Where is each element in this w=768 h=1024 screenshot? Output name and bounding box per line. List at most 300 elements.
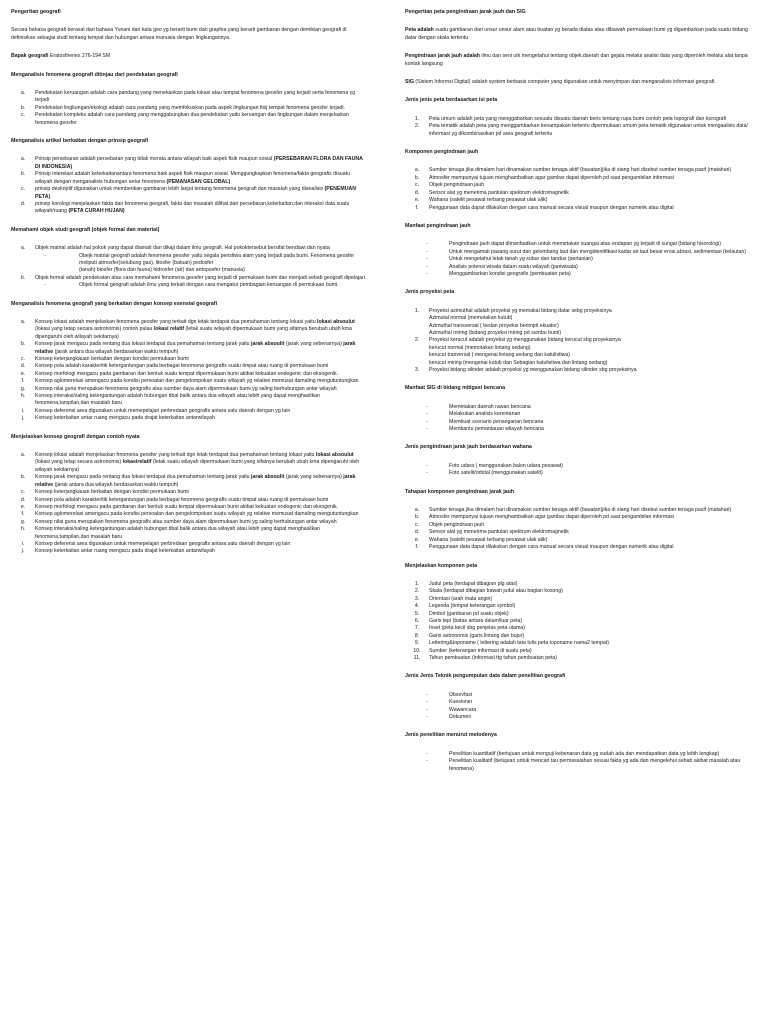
list-item-text bbox=[429, 633, 757, 640]
list-item-continuation: kerucut normal (memotakan lintang sedang) bbox=[429, 344, 531, 351]
list-marker: a. bbox=[414, 167, 420, 174]
text-run: (letak suatu wilayah dipermukaan bumi yang sifatnya berubah ubah kma dipengaruhi oleh wilayah sekitarnya) bbox=[35, 459, 360, 473]
text-run: Prinsip persebaran adalah persebaran yang tidak merata antara wilayah baik aspek fisik maupun sosial bbox=[35, 156, 274, 163]
text-run: Konsep pola adalah karakteritik ketergantungan pada berbagai fenomena geografis suatu timpat atau ruang di permukaan bumi bbox=[35, 363, 329, 370]
list bbox=[405, 404, 757, 434]
list-marker: g. bbox=[20, 385, 26, 392]
list-item bbox=[405, 692, 757, 699]
list-marker: - bbox=[426, 403, 428, 410]
text-run: Wahana (satelit pesawat terbang pesawat ulak alik) bbox=[429, 197, 548, 204]
list-item-text bbox=[449, 692, 757, 699]
list-item bbox=[405, 751, 757, 758]
text-run: Untuk mengetahui letak tanah yg subur dan tandus (pertanian) bbox=[449, 256, 593, 263]
list-item bbox=[11, 156, 367, 171]
list-item bbox=[405, 470, 757, 477]
list-marker: a. bbox=[20, 156, 26, 163]
text-run: Obsevfasi bbox=[449, 691, 473, 698]
list-marker: 2. bbox=[414, 588, 420, 595]
list-item-text bbox=[35, 371, 367, 378]
list-marker: b. bbox=[20, 171, 26, 178]
penginderaan-definition: Pengindraan jarak jauh adalah ilmu dan seni utk mengetahui tentang objek,daerah dan gejala melalui analisi data yang diperoleh melalui alat tanpa kontak langsung bbox=[405, 53, 748, 67]
text-run: Lettering&toponame ( lettering adalah tata tulis peta toponame nama2 tempat) bbox=[429, 640, 609, 647]
text-run: Penggunaan data dapat dilakukan dengan cara manual secara visual maupun dengan numerik atau digital bbox=[429, 204, 674, 211]
text-run: Sensor alat yg menerima pantulan spektrum elektromagnetik bbox=[429, 529, 569, 536]
text-run: Dokumen bbox=[449, 714, 472, 720]
list-marker: c. bbox=[20, 489, 26, 496]
list-marker: h. bbox=[20, 526, 26, 533]
list-marker: - bbox=[426, 263, 428, 270]
section-title: Manfaat SIG di bidang mitigasi bencana bbox=[405, 385, 506, 392]
text-run: Sensor alat yg menerima pantulan spektrum elektromagnetik bbox=[429, 189, 569, 196]
text-run: (jarak yang sebenarnya) bbox=[284, 474, 344, 481]
list bbox=[405, 692, 757, 722]
text-run: Wawancara bbox=[449, 706, 477, 713]
list-item-text bbox=[429, 337, 757, 344]
list-marker: d. bbox=[20, 200, 26, 207]
term-label: SIG bbox=[405, 79, 414, 86]
list-marker: a. bbox=[414, 507, 420, 514]
list-marker: c. bbox=[20, 186, 26, 193]
list-item bbox=[405, 640, 757, 647]
list-item: a. Objek matrial adalah hal pokok yang dapat diamati dan dikaji dalam ilmu geografi. Hal pokoktersebut bersifat bendawi dan nyata bbox=[20, 245, 330, 252]
list-item bbox=[405, 537, 757, 544]
text-run: Konsep aglomerelasi amengacu pada kondisi persoalan dan pengelompokan suatu wilayah yg relative memusat damaling mengutuntungkan bbox=[35, 511, 359, 518]
list-item bbox=[405, 699, 757, 706]
list-marker: 2. bbox=[414, 123, 420, 130]
list-item-text bbox=[35, 186, 367, 201]
list-item-text bbox=[449, 264, 757, 271]
list-item bbox=[405, 308, 757, 315]
list-item bbox=[405, 241, 757, 248]
bold-term: jarak absoulit bbox=[251, 474, 285, 481]
list-item bbox=[11, 519, 367, 526]
section-title: Menganalisis artikel berkaitan dengan prinsip geografi bbox=[11, 138, 149, 145]
list-item-text bbox=[429, 596, 757, 603]
list-item-text bbox=[449, 699, 757, 706]
list-marker: 5. bbox=[414, 610, 420, 617]
list-item-text bbox=[429, 618, 757, 625]
list-item-continuation: Azimuthal miring (bidang proyeksi miring pd sumbu bumi) bbox=[429, 329, 562, 336]
list-marker: 7. bbox=[414, 625, 420, 632]
list-marker: f. bbox=[21, 511, 25, 518]
bold-term: (PERSEBARAN FLORA DAN FAUNA DI INDONESIA) bbox=[35, 156, 363, 170]
list-marker: i. bbox=[21, 407, 25, 414]
list-item bbox=[11, 105, 367, 112]
list bbox=[405, 167, 757, 211]
list-item-text bbox=[429, 123, 757, 138]
list-item-text bbox=[429, 167, 757, 174]
list-item-text bbox=[429, 537, 757, 544]
list-item bbox=[11, 497, 367, 504]
list-item-text bbox=[35, 393, 367, 408]
list-item bbox=[405, 581, 757, 588]
list-item bbox=[405, 707, 757, 714]
list-marker: b. bbox=[20, 104, 26, 111]
list-item-text bbox=[35, 356, 367, 363]
list-item-text bbox=[429, 529, 757, 536]
list-marker: a. bbox=[20, 318, 26, 325]
text-run: Dimbol (gambaran pd suatu objek) bbox=[429, 610, 509, 617]
list-marker: - bbox=[426, 470, 428, 477]
list-item-text bbox=[429, 205, 757, 212]
list-marker: c. bbox=[414, 182, 420, 189]
list-marker: 6. bbox=[414, 617, 420, 624]
list-item-text bbox=[429, 175, 757, 182]
text-run: Atmosfer mempunyai tujuan menghambatkan agar gambar dapat diperoleh pd saat pengambilan informasi bbox=[429, 174, 674, 181]
text-run: Konsep aglomerelasi amengacu pada kondisi persoalan dan pengelompokan suatu wilayah yg relative memusat damaling mengutuntungkan bbox=[35, 378, 359, 385]
list-item bbox=[11, 489, 367, 496]
list-item bbox=[405, 655, 757, 662]
list-marker: 11. bbox=[413, 654, 421, 661]
list-marker: g. bbox=[20, 518, 26, 525]
text-run: Proyeksi azimuthal adalah proyeksi yg memakai bidang datar sebg proyeksinya bbox=[429, 307, 612, 314]
list-item bbox=[11, 378, 367, 385]
text-run: Garis tepi (batas antara dalam/luar peta) bbox=[429, 617, 523, 624]
text-run: Kuesioner bbox=[449, 699, 473, 706]
list-item-text bbox=[35, 504, 367, 511]
text-run: (letak suatu wilayah dipermukaan bumi yang sifatnya berubah ubah kma dipengaruhi oleh wilayah sekitarnya) bbox=[35, 326, 352, 340]
text-run: (jarak yang sebenarnya) bbox=[284, 341, 344, 348]
list-item bbox=[11, 548, 367, 555]
list-item bbox=[11, 415, 367, 422]
list-item-text bbox=[429, 514, 757, 521]
text-run: Pengindraan jauh dapat dimanfaatkan untuk memetakan suangai atau endapan yg terjadi di sungai (bidang hisorologi) bbox=[449, 241, 721, 248]
text-run: Menggambarkan kondisi geografis (pembuatan peta) bbox=[449, 270, 571, 277]
text-run: Penggunaan data dapat dilakukan dengan cara manual secara visual maupun dengan numerik atau digital bbox=[429, 544, 674, 551]
list-item bbox=[405, 123, 757, 138]
list-marker: - bbox=[426, 750, 428, 757]
list-item-text bbox=[449, 751, 757, 758]
text-run: Foto satelit/orbital (menggunakan satelit) bbox=[449, 470, 543, 477]
bold-term: jarak absoulit bbox=[251, 341, 285, 348]
list-marker: - bbox=[426, 256, 428, 263]
list-item-text bbox=[449, 249, 757, 256]
text-run: Pendekatan lingkungan/ekologi adalah cara pandang yang memfokuskan pada aspek lingkungan fisij tempat fenomena geosfer terjadi. bbox=[35, 104, 346, 111]
list-marker: - bbox=[426, 426, 428, 433]
list-marker: e. bbox=[20, 503, 26, 510]
list-marker: 1. bbox=[414, 307, 420, 314]
bold-term: (PENEMUAN PETA) bbox=[35, 186, 356, 200]
list-item bbox=[405, 588, 757, 595]
text-run: (jarak antara dua wilayah berdasarkan waktu tempuh) bbox=[53, 481, 179, 488]
list-item bbox=[11, 363, 367, 370]
list-marker: 9. bbox=[414, 640, 420, 647]
text-run: Prinsip interelasi adalah keterkaitanantara fenomena baik aspek fisik maupun sosial. Menggungkapkan fenomena/fakta geografis disuatu wilayah dengan menganalisis hubungan antar fenomena bbox=[35, 171, 350, 185]
list-item-text bbox=[449, 271, 757, 278]
section-title: Jenis Jenis Teknik pengumpulan data dalam penelitian geografi bbox=[405, 673, 566, 680]
bold-term: lokasirelatif bbox=[122, 459, 152, 466]
list-item bbox=[405, 197, 757, 204]
list-marker: - bbox=[426, 691, 428, 698]
list-marker: - bbox=[426, 462, 428, 469]
list bbox=[11, 90, 367, 127]
text-run: Konsep jarak mengacu pada rentang dua lokasi terdapat dua pemahaman tentang jarak yaitu bbox=[35, 341, 252, 348]
text-run: Konsep deferensi area digunakan untuk memepelajari perbredaan geografis antara satu daerah dengan yg lain bbox=[35, 407, 291, 414]
sub-item: - Obejk matrial geografi adalah fenomena geosfer yaitu segala peristiwa alam yang terjadi pada bumi. Fenomena geosfer meliputi atmosfer(selubung gas), litosfer (batuan) pedosfer bbox=[44, 252, 355, 266]
list-item bbox=[405, 264, 757, 271]
bold-term: jarak relative bbox=[35, 474, 356, 488]
text-run: Inset (peta kecil sbg penjelas peta utama) bbox=[429, 625, 526, 632]
list-item bbox=[405, 463, 757, 470]
term-label: Peta adalah bbox=[405, 27, 434, 34]
section-title: Jenis proyeksi peta bbox=[405, 289, 455, 296]
text-run: Atmosfer mempunyai tujuan menghambatkan agar gambar dapat diperoleh pd saat pengambilan informasi bbox=[429, 514, 674, 521]
list-item bbox=[405, 714, 757, 721]
list-marker: c. bbox=[414, 521, 420, 528]
text-run: Sumber tenaga jika dimalam hari dinamakan sumber tenaga aktif (bauatan)jika di siang hari disebut sumber tenaga pasif (matahari) bbox=[429, 507, 732, 514]
list-item bbox=[405, 190, 757, 197]
list-marker: - bbox=[426, 411, 428, 418]
text-run: Membuat scenario penanganan bencana bbox=[449, 418, 544, 425]
list bbox=[405, 751, 757, 773]
text-run: Analisis potensi wisata dalam suatu wilayah (pariwisata) bbox=[449, 263, 578, 270]
text-run: Konsep interaksi/saling ketergantungan adalah hubungan tibal balik antara dua wilayah atau lebih yang dapat menghasilkan fenomena,tampilan,dan masalah baru bbox=[35, 526, 320, 540]
text-run: Pendekatan keruangan adalah cara pandang yang menekankan pada lokasi atau tempat fenomena geosfer yang terjadi serta fenomena yg terjadi bbox=[35, 90, 356, 104]
section-title: Memahami objek studi geografi (objek formal dan material) bbox=[11, 226, 160, 233]
text-run: Pendekatan kompleks adalah cara pandang yang menggabungkan dua pendekatan yaitu keruangan dan lingkungan dalam menjelaskan fenomena geosfer bbox=[35, 112, 349, 126]
text-run: Konsep morfologi mengacu pada gambaran dan bentuk suatu tempat dipermukaan bumi akibat kekuatan endogenic dan eksogenik. bbox=[35, 370, 339, 377]
text-run: Konsep lokasi adalah menjelaskan frnomena geosfer yang terkait dgn letak terdapat dua pemahaman tentang lokasi yaitu bbox=[35, 452, 316, 459]
list-item-text bbox=[35, 105, 367, 112]
text-run: Objek pengindraan jauh bbox=[429, 521, 485, 528]
list-item-text bbox=[449, 463, 757, 470]
list bbox=[405, 241, 757, 278]
text-run: Konsep nilai guna merupakan fenomena geografis atau sumber daya alam dipermukaan bumi yg saling berhubungan antar wilayah bbox=[35, 518, 337, 525]
list-item bbox=[405, 507, 757, 514]
list-item-continuation: kerucut miring (mengenai kutub dan Sebagian katulistiwa dan lintang sedang) bbox=[429, 359, 608, 366]
list-item bbox=[11, 371, 367, 378]
list-item: b. Objek formal adalah pendekatan atau cara memahami fenomena geosfer yang terjadi di permukaan bumi dan menjadi sebab geografi dipelajari. bbox=[20, 274, 367, 281]
list-item-text bbox=[449, 470, 757, 477]
list-marker: e. bbox=[414, 536, 420, 543]
text-run: Konsep deferensi area digunakan untuk memepelajari perbredaan geografis antara satu daerah dengan yg lain bbox=[35, 540, 291, 547]
list-marker: 3. bbox=[414, 367, 420, 373]
list-item bbox=[11, 511, 367, 518]
list-item-text bbox=[449, 241, 757, 248]
text-run: (jarak antara dua wilayah berdasarkan waktu tempuh) bbox=[53, 348, 179, 355]
list-item-text bbox=[35, 497, 367, 504]
list-item-text bbox=[429, 581, 757, 588]
list-item-text bbox=[429, 588, 757, 595]
list-marker: e. bbox=[414, 197, 420, 204]
list-item bbox=[405, 167, 757, 174]
text-run: Konsep jarak mengacu pada rentang dua lokasi terdapat dua pemahaman tentang jarak yaitu bbox=[35, 474, 252, 481]
list-item-text bbox=[449, 758, 757, 773]
list-item-continuation: Azimuthal transversal ( bedan proyeksi berimpit ekuator) bbox=[429, 322, 559, 329]
text-run: Penelitian kualitatif (betujuan untuk mencari tau permasalahan sesuai fakta yg ada dan mengelehui sebab akibat masalah atau fenomena) bbox=[449, 758, 741, 772]
section-title: Komponen pengindraan jauh bbox=[405, 149, 479, 156]
term-label: Pengindraan jarak jauh adalah bbox=[405, 53, 480, 60]
list-marker: - bbox=[426, 758, 428, 765]
text-run: Sumber tenaga jika dimalam hari dinamakan sumber tenaga aktif (bauatan)jika di siang hari disebut sumber tenaga pasif (matahari) bbox=[429, 167, 732, 174]
list-item-continuation: kerucut tranversal ( mengenai lintang sedang dan katulistiwa) bbox=[429, 352, 571, 359]
text-run: Judul peta (terdapat dibagian plg atas) bbox=[429, 580, 518, 587]
text-run: Membantu pemantauan wilayah bencana bbox=[449, 426, 544, 433]
list-marker: f. bbox=[21, 378, 25, 385]
sub-item-continuation: (tanah) biosfer (flora dan fauna) hidrosfer (air) dan antoposfer (manusia) bbox=[79, 267, 245, 274]
list-marker: 2. bbox=[414, 337, 420, 344]
section-title: Tahapan komponen pengindraan jarak jauh bbox=[405, 488, 515, 495]
list-item bbox=[11, 201, 367, 216]
peta-definition: Peta adalah suatu gambaran dari unsur unsur alam atau buatan yg berada diatas atau dibawah permukaan bumi yg digambarkan pada suatu bidang datar dengan skala tertentu bbox=[405, 27, 748, 41]
list-item bbox=[405, 529, 757, 536]
section-title: Jenis penelitian menurut metodenya bbox=[405, 732, 497, 739]
list-item bbox=[11, 386, 367, 393]
text-run: Skala (terdapat dibagian bawah judul atau bagian kosong) bbox=[429, 588, 563, 595]
text-run: Memetakan daerah rawan bencana bbox=[449, 403, 531, 410]
text-run: prinsip korologi menjelaskan fakta dan fenomena geografi, fakta dan masalah dilihat dari persebaran,keterkaitan,dan interaksi data suatu wilayah/ruang bbox=[35, 200, 350, 215]
list-item-text bbox=[35, 363, 367, 370]
text-run: Penelitian kuantitatif (bertujuan untuk menguji kebenaran data yg sudah ada dan mendapatkan data yg lebih lengkap) bbox=[449, 750, 720, 757]
list-marker: f. bbox=[415, 544, 419, 551]
list-marker: d. bbox=[20, 363, 26, 370]
term-value: Eratosthenes 276-194 SM bbox=[48, 53, 111, 60]
list-marker: h. bbox=[20, 393, 26, 400]
list-item bbox=[405, 596, 757, 603]
list-item bbox=[405, 116, 757, 123]
list-item bbox=[11, 504, 367, 511]
list-item-text bbox=[429, 116, 757, 123]
list-item bbox=[11, 408, 367, 415]
list bbox=[11, 452, 367, 556]
list-marker: j. bbox=[21, 415, 25, 422]
list-marker: - bbox=[426, 699, 428, 706]
list-item-text bbox=[35, 408, 367, 415]
list-marker: e. bbox=[20, 370, 26, 377]
list bbox=[11, 319, 367, 423]
text-run: Tahun pembuatan (informasi ttg tahun pembuatan peta) bbox=[429, 654, 558, 661]
section-title: Pengertian geografi bbox=[11, 9, 61, 15]
list-marker: b. bbox=[20, 474, 26, 481]
list-marker: d. bbox=[414, 529, 420, 536]
list-item-text bbox=[35, 319, 367, 341]
text-run: Wahana (satelit pesawat terbang pesawat ulak alik) bbox=[429, 536, 548, 543]
list-marker: - bbox=[426, 241, 428, 248]
list-item bbox=[11, 112, 367, 127]
list-item-text bbox=[35, 526, 367, 541]
list-item-text bbox=[35, 511, 367, 518]
list-item-text bbox=[429, 640, 757, 647]
list-item bbox=[405, 648, 757, 655]
list-item-text bbox=[449, 404, 757, 411]
text-run: Untuk mengamati pasang surut dan gelombang laut dan mengidentifikasi kadar air laut besar erosi,abrasi, sedimentasi (kelautan) bbox=[449, 248, 747, 255]
text-run: Peta tematik adalah peta yang menggambarkan kenampakan tertentu dipermukaan umum peta tematik digunakan untuk mengaalisis data/ informasi yg dikombinasikan pd area geografi tertentu bbox=[429, 123, 748, 137]
bold-term: lokasi absoulut bbox=[315, 452, 354, 459]
section-title: Menganalisis fenomena geografi ditinjau dari pendekatan geografi bbox=[11, 71, 178, 78]
text-run: Sumber (keterangan informasi di suatu peta) bbox=[429, 647, 532, 654]
list-item bbox=[405, 758, 757, 773]
list-item bbox=[11, 341, 367, 356]
list bbox=[405, 116, 757, 138]
list-item bbox=[405, 249, 757, 256]
section-title: Pengertian peta pengindraan jarak jauh dan SIG bbox=[405, 9, 526, 15]
list-item-text bbox=[35, 548, 367, 555]
list-marker: - bbox=[426, 714, 428, 720]
text-run: Objek pengindraan jauh bbox=[429, 182, 485, 189]
list-marker: 8. bbox=[414, 632, 420, 639]
list-item bbox=[11, 171, 367, 186]
list-item-text bbox=[429, 625, 757, 632]
list-marker: - bbox=[426, 418, 428, 425]
section-title: Manfaat pengindraan jauh bbox=[405, 222, 471, 229]
paragraph: Secara bahasa geografi berasal dari bahasa Yunani dari kata geo yg berarti bumi dan graphia yang berarti gambaran dengan demikian geografi di definisikan sebagai studi tentang tempat dan hubungan antara manusia dengan lingkungannya. bbox=[11, 27, 347, 41]
text-run: Konsep pola adalah karakteritik ketergantungan pada berbagai fenomena geografis suatu timpat atau ruang di permukaan bumi bbox=[35, 496, 329, 503]
list-item-text bbox=[35, 541, 367, 548]
list-item-text bbox=[449, 714, 757, 721]
list-item-text bbox=[35, 112, 367, 127]
section-title: Jenis pengindraan jarak jauh berdasarkan wahana bbox=[405, 444, 532, 451]
list-item bbox=[11, 90, 367, 105]
text-run: Garis astronomis (garis lintang dan bujur) bbox=[429, 632, 525, 639]
list-item-text bbox=[35, 156, 367, 171]
list-item bbox=[11, 393, 367, 408]
section-title: Menganalisis fenomena geografi yang berkaitan dengan konsep esensial geografi bbox=[11, 300, 218, 307]
text-run: Konsep keterkaitan antar ruang mengacu pada drajat keterkaitan antarwilayah bbox=[35, 548, 215, 555]
list-item-text bbox=[35, 474, 367, 489]
list-item bbox=[405, 611, 757, 618]
list-item-text bbox=[449, 411, 757, 418]
list-item bbox=[11, 474, 367, 489]
list bbox=[11, 156, 367, 215]
list-item-text bbox=[35, 90, 367, 105]
bold-term: jarak relative bbox=[35, 341, 356, 355]
list-item bbox=[405, 404, 757, 411]
sig-definition: SIG (Sistem Informsi Digital) adalah system berbasis computer yang digunakan untuk menyimpan dan menganalisis informasi geografi. bbox=[405, 79, 716, 86]
list-marker: a. bbox=[20, 452, 26, 459]
text-run: Proyeksi kerucut adalah proyeksi yg menggunakan bidang kerucut sbg proyeksinya bbox=[429, 337, 621, 344]
list-item bbox=[405, 426, 757, 433]
list-item-text bbox=[449, 426, 757, 433]
list-item bbox=[405, 271, 757, 278]
list-item bbox=[405, 337, 757, 344]
list-item bbox=[405, 175, 757, 182]
list-item bbox=[11, 356, 367, 363]
bapak-geografi-line bbox=[11, 53, 367, 60]
list-item bbox=[405, 603, 757, 610]
list-item bbox=[405, 522, 757, 529]
list-item-text bbox=[35, 415, 367, 422]
list-item-text bbox=[35, 378, 367, 385]
list-marker: b. bbox=[414, 174, 420, 181]
right-column bbox=[405, 9, 757, 773]
list-marker: - bbox=[426, 270, 428, 277]
text-run: prinsip deskriptif digunakan untuk memberikan gambaran lebih lanjut tentang fenomena geografi dan masalah yang dianalisis bbox=[35, 186, 325, 193]
text-run: Peta umum adalah peta yang menggabarkan sesuatu disuatu daerah beris tentang rupa bumi contoh peta topografi dan korografi bbox=[429, 115, 727, 122]
text-run: Melakukan analisis kerentanan bbox=[449, 411, 521, 418]
list-marker: 1. bbox=[414, 580, 420, 587]
text-run: Orientasi (arah mata angin) bbox=[429, 595, 493, 602]
bold-term: lokasi absoulut bbox=[317, 318, 355, 325]
list-item-text bbox=[449, 707, 757, 714]
text-run: Legenda (tempat keterangan symbol) bbox=[429, 603, 516, 610]
list-item bbox=[405, 419, 757, 426]
list-item-text bbox=[35, 519, 367, 526]
section-title: Menjelaskan komponen peta bbox=[405, 562, 478, 569]
list-item-text bbox=[429, 197, 757, 204]
list-item bbox=[11, 186, 367, 201]
list-item bbox=[405, 618, 757, 625]
list bbox=[405, 507, 757, 551]
list-marker: f. bbox=[415, 204, 419, 211]
list bbox=[405, 308, 757, 375]
list-item-text bbox=[429, 367, 757, 374]
list-marker: 3. bbox=[414, 595, 420, 602]
list-marker: - bbox=[426, 248, 428, 255]
list-item bbox=[405, 256, 757, 263]
text-run: Konsep keterkaitan antar ruang mengacu pada drajat keterkaitan antarwilayah bbox=[35, 415, 215, 422]
list-item bbox=[405, 367, 757, 374]
list-item-text bbox=[35, 201, 367, 216]
